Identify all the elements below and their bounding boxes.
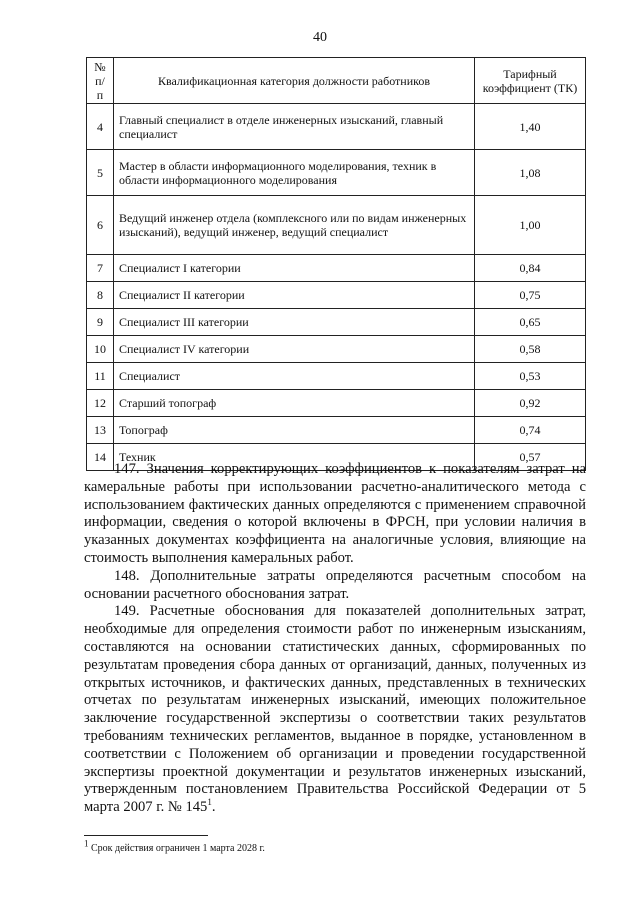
row-coefficient: 1,00	[475, 196, 586, 255]
row-coefficient: 1,40	[475, 104, 586, 150]
header-category: Квалификационная категория должности работников	[114, 58, 475, 104]
row-category: Старший топограф	[114, 390, 475, 417]
row-category: Ведущий инженер отдела (комплексного или по видам инженерных изысканий), ведущий инженер, ведущий специалист	[114, 196, 475, 255]
footnote	[84, 838, 265, 854]
body-text	[84, 461, 586, 817]
row-number: 14	[87, 444, 114, 471]
row-number: 4	[87, 104, 114, 150]
footnote-marker: 1	[84, 838, 89, 849]
header-coefficient: Тарифный коэффициент (ТК)	[475, 58, 586, 104]
table-row	[87, 196, 586, 255]
row-coefficient: 0,75	[475, 282, 586, 309]
table-row	[87, 282, 586, 309]
table-row	[87, 336, 586, 363]
row-category: Топограф	[114, 417, 475, 444]
table-row	[87, 150, 586, 196]
row-coefficient: 0,84	[475, 255, 586, 282]
row-coefficient: 0,57	[475, 444, 586, 471]
row-coefficient: 0,58	[475, 336, 586, 363]
paragraph-148: 148. Дополнительные затраты определяются расчетным способом на основании расчетного обоснования затрат.	[84, 567, 586, 602]
row-number: 9	[87, 309, 114, 336]
page-number: 40	[313, 30, 327, 45]
row-category: Специалист I категории	[114, 255, 475, 282]
footnote-divider	[84, 835, 208, 836]
row-category: Специалист II категории	[114, 282, 475, 309]
row-category: Техник	[114, 444, 475, 471]
row-number: 11	[87, 363, 114, 390]
row-number: 12	[87, 390, 114, 417]
table-row	[87, 255, 586, 282]
table-row	[87, 417, 586, 444]
row-category: Мастер в области информационного моделирования, техник в области информационного моделирования	[114, 150, 475, 196]
row-coefficient: 0,65	[475, 309, 586, 336]
table-header-row	[87, 58, 586, 104]
row-coefficient: 1,08	[475, 150, 586, 196]
table-row	[87, 390, 586, 417]
paragraph-149	[84, 603, 586, 817]
footnote-text: Срок действия ограничен 1 марта 2028 г.	[88, 843, 265, 854]
row-number: 7	[87, 255, 114, 282]
table-row	[87, 363, 586, 390]
paragraph-149-text: 149. Расчетные обоснования для показателей дополнительных затрат, необходимые для определения стоимости работ по инженерным изысканиям, составляются на основании статистических данных, сформированных по результатам проведения сбора данных от организаций, данных, полученных из открытых источников, и фактических данных, представленных в технических отчетах по результатам инженерных изысканий, имеющих положительное заключение государственной экспертизы о соответствии таких результатов требованиям технических регламентов, выданное в порядке, установленном в соответствии с Положением об организации и проведении государственной экспертизы проектной документации и результатов инженерных изысканий, утвержденным постановлением Правительства Российской Федерации от 5 марта 2007 г. № 145	[84, 603, 586, 816]
footnote-reference: 1	[207, 797, 212, 808]
table-row	[87, 104, 586, 150]
row-number: 10	[87, 336, 114, 363]
row-number: 5	[87, 150, 114, 196]
row-category: Специалист III категории	[114, 309, 475, 336]
coefficient-table	[86, 57, 586, 471]
row-category: Специалист IV категории	[114, 336, 475, 363]
row-number: 6	[87, 196, 114, 255]
paragraph-149-end: .	[211, 799, 216, 816]
row-number: 8	[87, 282, 114, 309]
row-coefficient: 0,74	[475, 417, 586, 444]
row-number: 13	[87, 417, 114, 444]
paragraph-147: 147. Значения корректирующих коэффициентов к показателям затрат на камеральные работы при использовании расчетно-аналитического метода с использованием фактических данных определяются с применением справочной информации, сведения о которой включены в ФРСН, при условии наличия в указанных документах коэффициента на аналогичные условия, влияющие на стоимость выполнения камеральных работ.	[84, 461, 586, 566]
row-category: Главный специалист в отделе инженерных изысканий, главный специалист	[114, 104, 475, 150]
header-number: № п/п	[87, 58, 114, 104]
row-category: Специалист	[114, 363, 475, 390]
table-row	[87, 309, 586, 336]
row-coefficient: 0,92	[475, 390, 586, 417]
row-coefficient: 0,53	[475, 363, 586, 390]
